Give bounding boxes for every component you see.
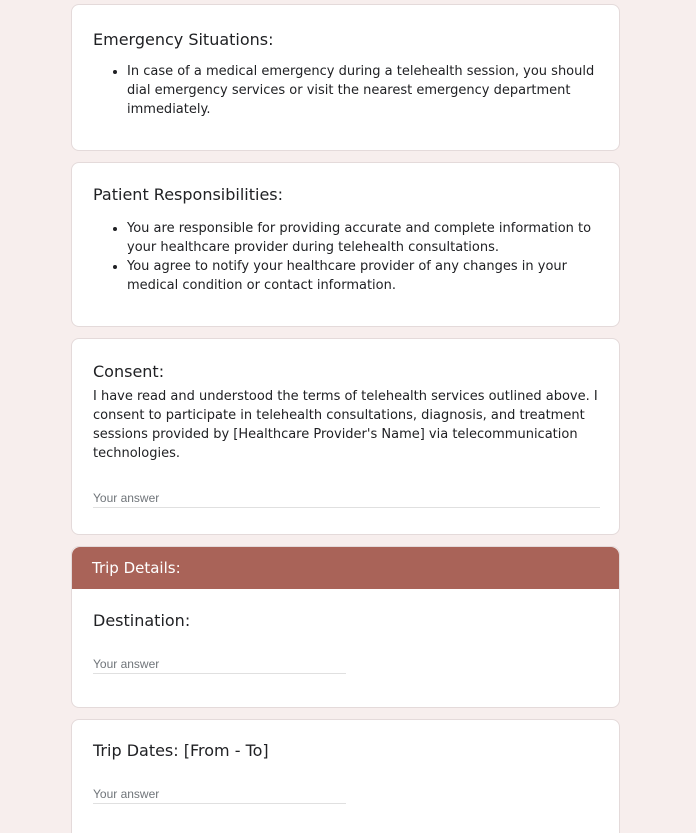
trip-details-header: Trip Details: (72, 547, 619, 589)
consent-answer-input[interactable] (93, 488, 600, 508)
trip-dates-card (71, 719, 620, 833)
emergency-situations-list (93, 62, 598, 119)
consent-description: I have read and understood the terms of telehealth services outlined above. I consent to participate in telehealth consultations, diagnosis, and treatment sessions provided by [Healthcare Provider's Name] via telecommunication technologies. (93, 389, 598, 461)
list-item: • You agree to notify your healthcare provider of any changes in your medical condition or contact information. (127, 257, 598, 295)
patient-responsibilities-title: Patient Responsibilities: (93, 185, 284, 204)
destination-answer-input[interactable] (93, 654, 346, 674)
consent-title: Consent: (93, 362, 165, 381)
trip-dates-answer-input[interactable] (93, 784, 346, 804)
list-item: • In case of a medical emergency during a telehealth session, you should dial emergency services or visit the nearest emergency department immediately. (127, 62, 598, 119)
consent-card (71, 338, 620, 535)
patient-responsibilities-card (71, 162, 620, 327)
patient-responsibilities-list (93, 219, 598, 295)
list-item: • You are responsible for providing accurate and complete information to your healthcare provider during telehealth consultations. (127, 219, 598, 257)
trip-details-card (71, 546, 620, 708)
emergency-situations-card (71, 4, 620, 151)
emergency-situations-title: Emergency Situations: (93, 30, 274, 49)
destination-title: Destination: (93, 611, 191, 630)
trip-dates-title: Trip Dates: [From - To] (93, 741, 269, 760)
